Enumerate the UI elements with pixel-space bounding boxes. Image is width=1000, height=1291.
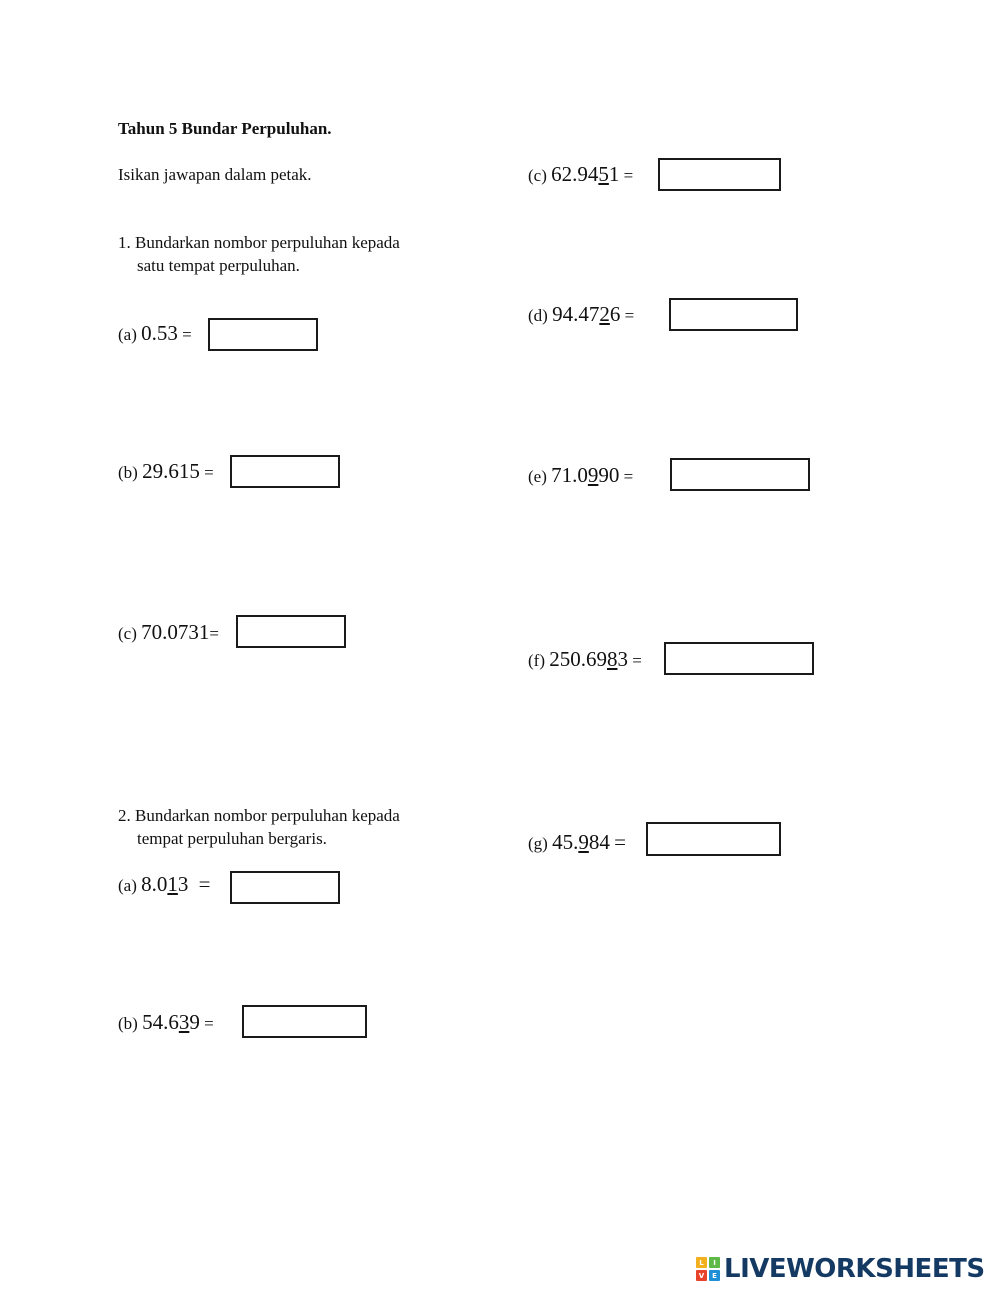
decimal-number: 0.53 xyxy=(141,321,178,345)
decimal-number: 8.013 xyxy=(141,872,189,896)
item-label: (d) xyxy=(528,306,548,325)
q2b-answer-input[interactable] xyxy=(242,1005,367,1038)
decimal-number: 250.6983 xyxy=(549,647,628,671)
q1c-answer-input[interactable] xyxy=(236,615,346,648)
question2-text-line1: 2. Bundarkan nombor perpuluhan kepada xyxy=(118,806,400,825)
liveworksheets-brand[interactable] xyxy=(696,1254,985,1284)
underlined-digit: 5 xyxy=(598,162,609,186)
q2a-question xyxy=(118,872,210,897)
item-label: (f) xyxy=(528,651,545,670)
instruction-text: Isikan jawapan dalam petak. xyxy=(118,165,312,184)
item-label: (b) xyxy=(118,1014,138,1033)
rd-answer-input[interactable] xyxy=(669,298,798,331)
equals-sign: = xyxy=(624,306,635,325)
question2-text-line2: tempat perpuluhan bergaris. xyxy=(137,829,327,848)
rc-answer-input[interactable] xyxy=(658,158,781,191)
item-label: (c) xyxy=(118,624,137,643)
equals-sign: = xyxy=(614,830,626,854)
underlined-digit: 1 xyxy=(167,872,178,896)
re-answer-input[interactable] xyxy=(670,458,810,491)
rd-question xyxy=(528,302,634,327)
underlined-digit: 3 xyxy=(178,1010,190,1034)
brand-name: LIVEWORKSHEETS xyxy=(724,1254,985,1284)
decimal-number: 62.9451 xyxy=(551,162,620,186)
re-question xyxy=(528,463,633,488)
question1-text-line2: satu tempat perpuluhan. xyxy=(137,256,300,275)
q1b-question xyxy=(118,459,214,484)
decimal-number: 71.0990 xyxy=(551,463,620,487)
underlined-digit: 8 xyxy=(606,647,618,671)
decimal-number: 70.0731 xyxy=(141,620,210,644)
liveworksheets-logo-icon xyxy=(696,1257,720,1281)
decimal-number: 45.984 xyxy=(552,830,610,854)
decimal-number: 94.4726 xyxy=(552,302,621,326)
equals-sign: = xyxy=(209,624,219,643)
page-title: Tahun 5 Bundar Perpuluhan. xyxy=(118,119,332,138)
q1b-answer-input[interactable] xyxy=(230,455,340,488)
item-label: (c) xyxy=(528,166,547,185)
q2b-question xyxy=(118,1010,214,1035)
rg-question xyxy=(528,830,626,855)
equals-sign: = xyxy=(198,872,211,896)
equals-sign: = xyxy=(204,1014,214,1033)
item-label: (a) xyxy=(118,325,137,344)
q1a-question xyxy=(118,321,192,346)
item-label: (e) xyxy=(528,467,547,486)
underlined-digit: 2 xyxy=(599,302,610,326)
equals-sign: = xyxy=(632,651,642,670)
logo-tile: V xyxy=(696,1270,707,1281)
logo-tile: L xyxy=(696,1257,707,1268)
q1c-question xyxy=(118,620,219,645)
rf-answer-input[interactable] xyxy=(664,642,814,675)
rc-question xyxy=(528,162,633,187)
item-label: (a) xyxy=(118,876,137,895)
item-label: (g) xyxy=(528,834,548,853)
decimal-number: 29.615 xyxy=(142,459,200,483)
equals-sign: = xyxy=(182,325,192,344)
underlined-digit: 9 xyxy=(578,830,589,854)
question1-text-line1: 1. Bundarkan nombor perpuluhan kepada xyxy=(118,233,400,252)
q1a-answer-input[interactable] xyxy=(208,318,318,351)
underlined-digit: 9 xyxy=(587,463,599,487)
equals-sign: = xyxy=(204,463,214,482)
equals-sign: = xyxy=(623,166,634,185)
logo-tile: E xyxy=(709,1270,720,1281)
rf-question xyxy=(528,647,642,672)
equals-sign: = xyxy=(623,467,634,486)
logo-tile: I xyxy=(709,1257,720,1268)
q2a-answer-input[interactable] xyxy=(230,871,340,904)
decimal-number: 54.639 xyxy=(142,1010,200,1034)
item-label: (b) xyxy=(118,463,138,482)
rg-answer-input[interactable] xyxy=(646,822,781,856)
